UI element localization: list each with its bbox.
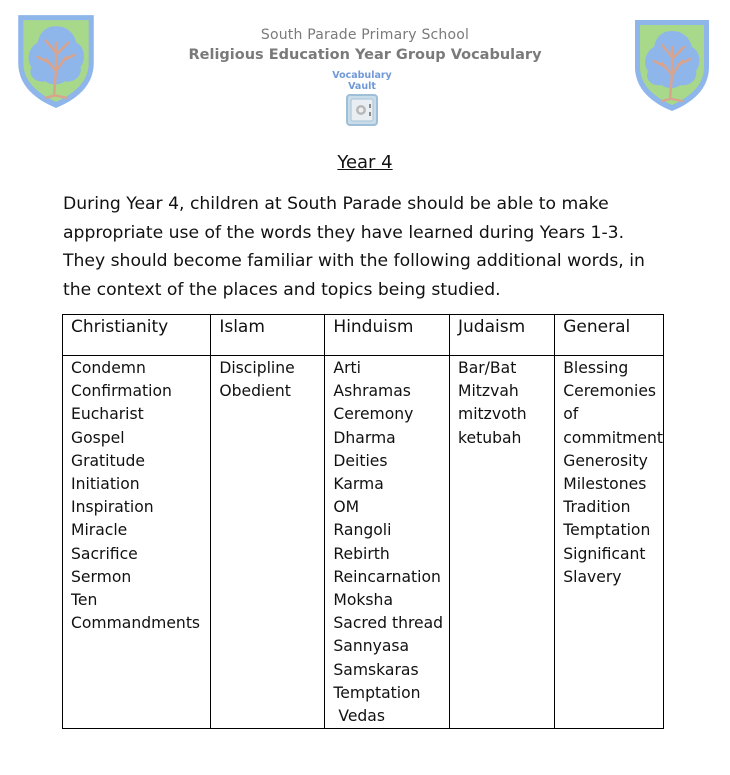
vocabulary-word: Reincarnation [333, 567, 441, 586]
vocabulary-word: Temptation [563, 521, 651, 540]
vocabulary-word: Sacred thread [333, 614, 444, 633]
vocabulary-word: OM [333, 498, 360, 517]
word-list-general [555, 356, 664, 729]
vocabulary-word: Arti [333, 359, 361, 377]
vocabulary-word: Miracle [71, 521, 128, 540]
vocabulary-word: Ashramas [333, 382, 411, 401]
safe-icon [346, 94, 378, 126]
year-title: Year 4 [337, 152, 393, 173]
intro-line: They should become familiar with the following additional words, in [63, 251, 645, 272]
vocabulary-word: Ceremonies [563, 382, 657, 401]
word-list-hinduism [325, 356, 450, 729]
vocabulary-word: Mitzvah [458, 382, 519, 401]
column-heading-islam: Islam [211, 315, 325, 356]
vocabulary-word: Obedient [219, 382, 291, 401]
vocabulary-word: Rebirth [333, 544, 390, 563]
vocabulary-word: Rangoli [333, 521, 392, 540]
column-heading-general: General [555, 315, 664, 356]
vocabulary-word: Gospel [71, 428, 125, 447]
vocabulary-table [62, 314, 664, 729]
intro-line: appropriate use of the words they have learned during Years 1-3. [63, 222, 625, 243]
vocabulary-word: Slavery [563, 567, 622, 586]
word-list-judaism [450, 356, 555, 729]
table-header-row [63, 315, 664, 356]
vocabulary-word: Ceremony [333, 405, 414, 424]
vocabulary-word: ketubah [458, 428, 522, 447]
vocabulary-word: Significant [563, 544, 646, 563]
column-heading-judaism: Judaism [450, 315, 555, 356]
vocabulary-word: mitzvoth [458, 405, 527, 424]
vocabulary-word: Sannyasa [333, 637, 410, 656]
word-list-christianity [63, 356, 211, 729]
vocabulary-word: Inspiration [71, 498, 154, 517]
document-subtitle: Religious Education Year Group Vocabulary [188, 47, 542, 63]
vocabulary-word: Discipline [219, 359, 295, 377]
vocabulary-word: Sacrifice [71, 544, 138, 563]
vocabulary-word: Ten [71, 591, 98, 610]
intro-line: During Year 4, children at South Parade should be able to make [63, 194, 609, 214]
intro-line: the context of the places and topics being studied. [63, 280, 501, 301]
vocabulary-word: Tradition [563, 498, 631, 517]
school-name: South Parade Primary School [260, 27, 470, 43]
vocabulary-word: Milestones [563, 475, 647, 494]
vocabulary-word: Eucharist [71, 405, 144, 424]
vocabulary-word: Gratitude [71, 451, 145, 470]
vocabulary-word: Sermon [71, 567, 132, 586]
vocabulary-word: Commandments [71, 614, 201, 633]
table-row [63, 356, 664, 729]
vocabulary-word: Initiation [71, 475, 140, 494]
vault-label-line2: Vault [348, 81, 376, 92]
vocabulary-word: Bar/Bat [458, 359, 517, 377]
vocabulary-word: Deities [333, 451, 388, 470]
vocabulary-word: Confirmation [71, 382, 172, 401]
intro-paragraph [63, 190, 673, 305]
vocabulary-word: Condemn [71, 359, 146, 377]
vocabulary-word: Temptation [333, 683, 421, 702]
word-list-islam [211, 356, 325, 729]
vocabulary-word: Vedas [333, 707, 385, 726]
vocabulary-word: of [563, 405, 579, 424]
column-heading-hinduism: Hinduism [325, 315, 450, 356]
vault-label-line1: Vocabulary [332, 70, 392, 81]
vocabulary-word: Generosity [563, 451, 648, 470]
vocabulary-vault-label [320, 70, 404, 92]
vocabulary-word: Karma [333, 475, 384, 494]
vocabulary-word: Moksha [333, 591, 393, 610]
vocabulary-word: Blessing [563, 359, 629, 377]
vocabulary-word: Dharma [333, 428, 396, 447]
vocabulary-word: Samskaras [333, 660, 419, 679]
column-heading-christianity: Christianity [63, 315, 211, 356]
vocabulary-word: commitment [563, 428, 663, 447]
